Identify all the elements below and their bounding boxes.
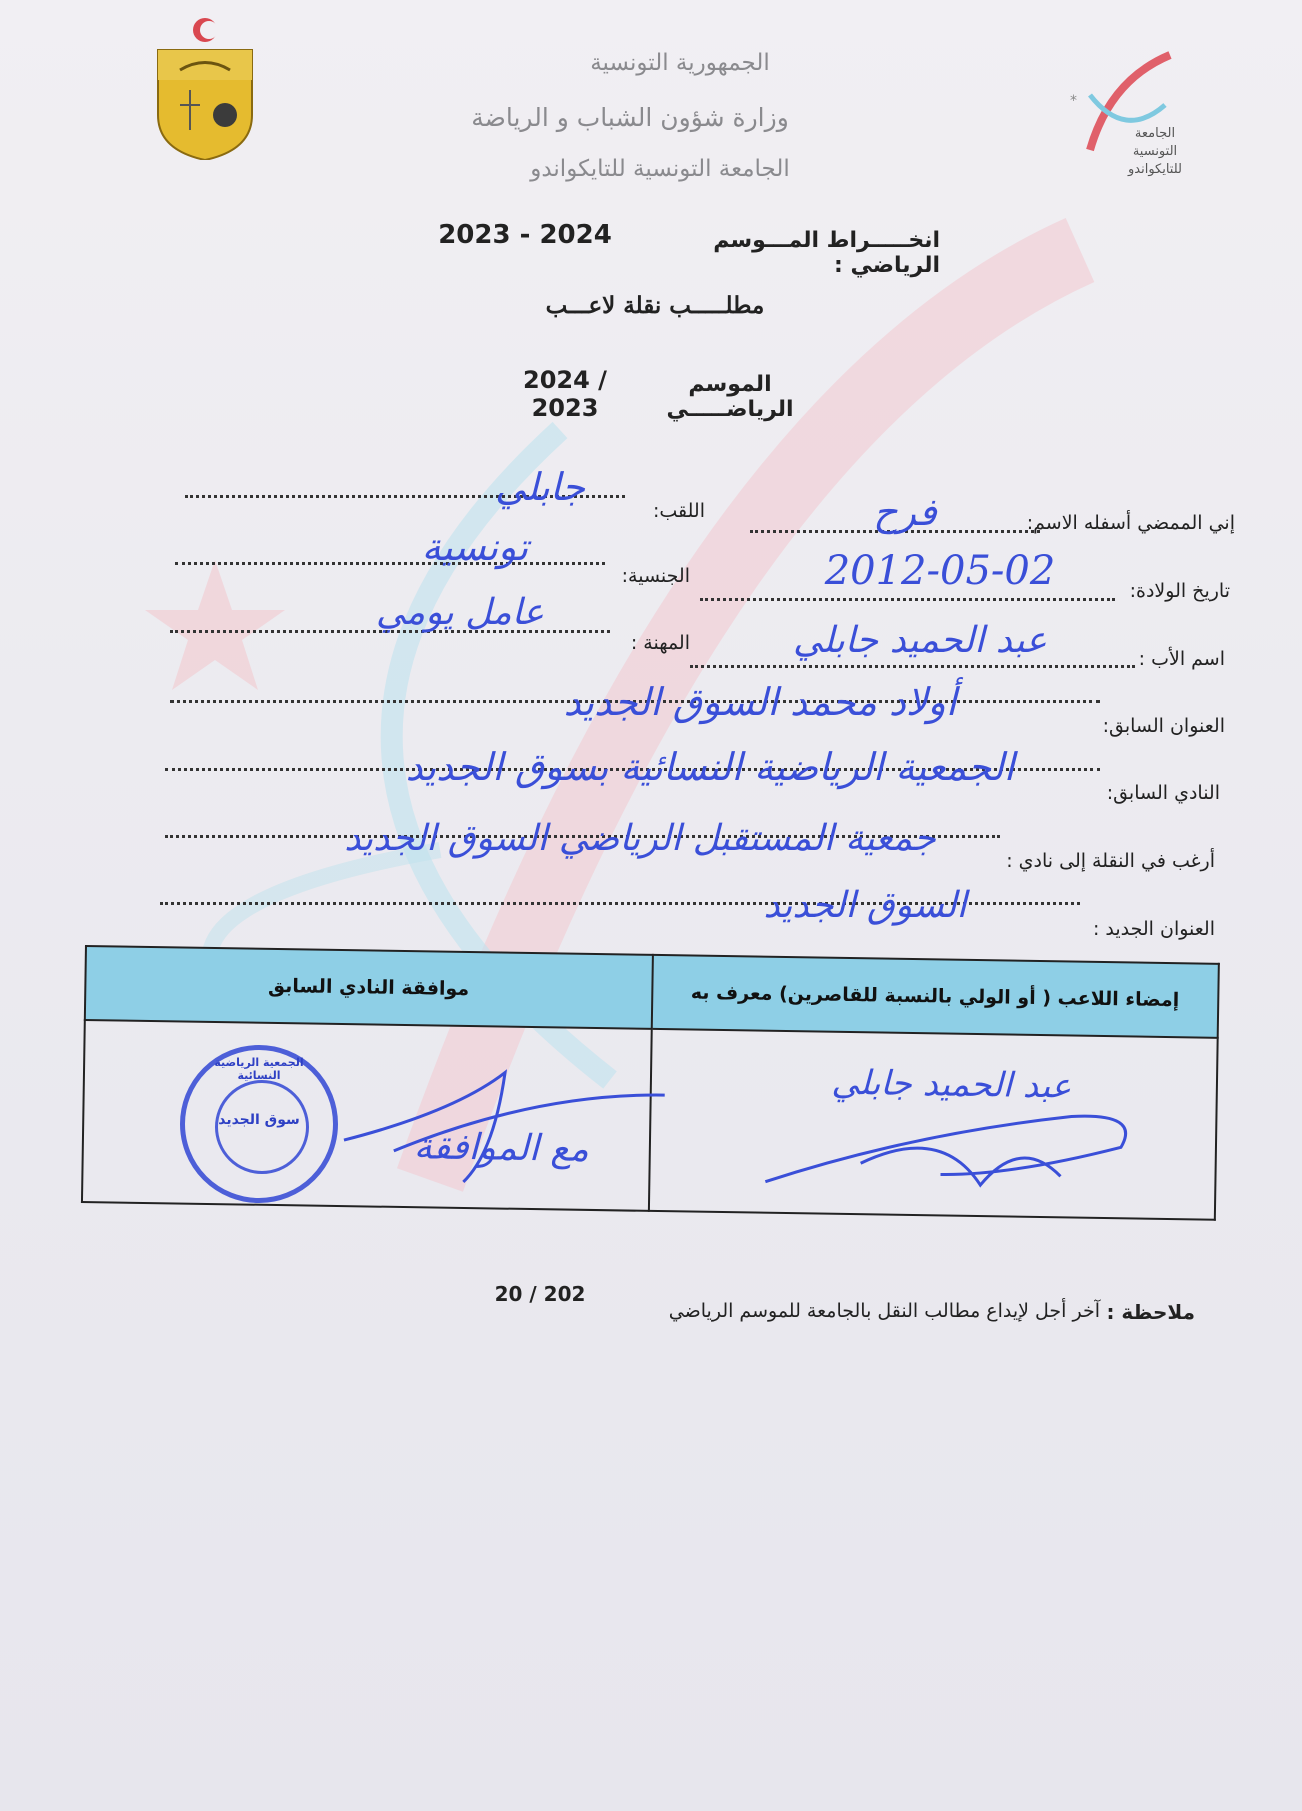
club-signature-icon: [333, 1050, 675, 1195]
surname-label: اللقب:: [652, 500, 705, 522]
new-address-value: السوق الجديد: [763, 885, 967, 926]
affiliation-label: انخـــــراط المـــوسم الرياضي :: [713, 228, 940, 278]
surname-value: جابلي: [495, 465, 585, 509]
previous-club-approval-header: موافقة النادي السابق: [85, 946, 653, 1029]
stamp-ring-text: الجمعية الرياضية النسائية: [214, 1056, 304, 1082]
approval-note: مع الموافقة: [413, 1126, 590, 1170]
profession-value: عامل يومي: [375, 592, 545, 633]
new-address-label: العنوان الجديد :: [1092, 918, 1215, 940]
first-name-value: فرح: [873, 490, 937, 534]
birth-date-value: 2012-05-02: [824, 548, 1056, 594]
previous-address-value: أولاد محمد السوق الجديد: [563, 680, 957, 724]
profession-label: المهنة :: [630, 632, 690, 654]
first-name-label: إني الممضي أسفله الاسم:: [1026, 512, 1235, 534]
stamp-center-text: سوق الجديد: [218, 1112, 300, 1128]
federation-title: الجامعة التونسية للتايكواندو: [530, 156, 790, 182]
republic-title: الجمهورية التونسية: [590, 50, 770, 76]
previous-address-label: العنوان السابق:: [1102, 715, 1225, 737]
father-name-label: اسم الأب :: [1138, 648, 1225, 670]
coat-of-arms-icon: [150, 10, 260, 160]
player-signature-icon: [760, 1092, 1182, 1209]
previous-club-value: الجمعية الرياضية النسائية بسوق الجديد: [405, 745, 1015, 789]
season-years: 2024 / 2023: [523, 366, 607, 422]
transfer-club-label: أرغب في النقلة إلى نادي :: [1006, 850, 1215, 872]
father-name-value: عبد الحميد جابلي: [792, 620, 1048, 661]
nationality-label: الجنسية:: [621, 565, 690, 587]
previous-club-label: النادي السابق:: [1106, 782, 1220, 804]
note-text: آخر أجل لإيداع مطالب النقل بالجامعة للموسم الرياضي: [668, 1300, 1100, 1322]
nationality-value: تونسية: [421, 525, 529, 569]
birth-date-label: تاريخ الولادة:: [1129, 580, 1230, 602]
previous-club-approval-cell: [82, 1020, 651, 1211]
player-signature-text: عبد الحميد جابلي: [831, 1062, 1072, 1107]
player-signature-header: إمضاء اللاعب ( أو الولي بالنسبة للقاصرين) معرف به: [651, 955, 1219, 1038]
player-signature-cell: [648, 1029, 1217, 1220]
request-title: مطلـــــب نقلة لاعـــب: [545, 292, 765, 319]
transfer-club-value: جمعية المستقبل الرياضي السوق الجديد: [344, 818, 936, 859]
club-stamp: [180, 1045, 338, 1203]
note-label: ملاحظة :: [1106, 1300, 1195, 1324]
svg-text:*: *: [1070, 93, 1077, 109]
affiliation-years: 2023 - 2024: [438, 220, 612, 250]
ministry-title: وزارة شؤون الشباب و الرياضة: [471, 103, 789, 132]
season-label: الموسم الرياضـــــي: [666, 372, 794, 422]
federation-logo-label: الجامعة التونسية للتايكواندو: [1128, 126, 1182, 177]
note-season: 20 / 202: [494, 1282, 586, 1306]
